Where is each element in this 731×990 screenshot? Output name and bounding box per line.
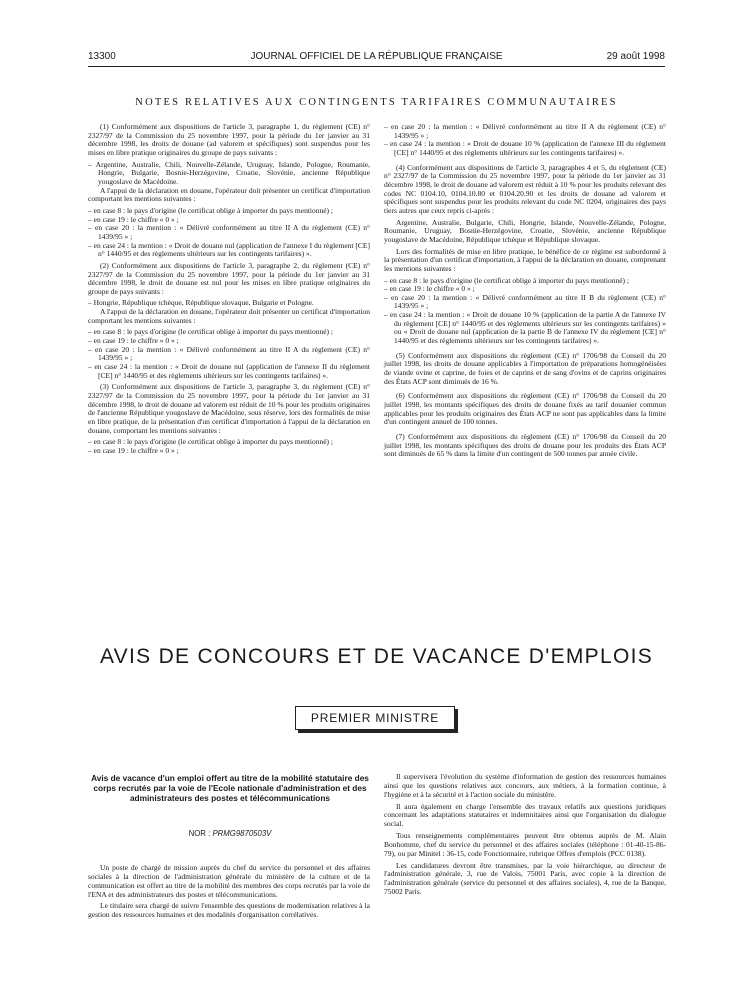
page-number: 13300 xyxy=(88,51,116,62)
section-banner-title: AVIS DE CONCOURS ET DE VACANCE D'EMPLOIS xyxy=(99,645,654,668)
note-list-item: – en case 19 : le chiffre « 0 » ; xyxy=(88,214,179,224)
notes-title: NOTES RELATIVES AUX CONTINGENTS TARIFAIRES COMMUNAUTAIRES xyxy=(135,97,618,108)
note-list-item: – en case 24 : la mention : « Droit de douane 10 % (application de la partie A de l'annexe IV du règlement [CE] n° 1440/95 et des règlements ultérieurs sur les contingents tarifaires) » ou « Droit de douane nul (application de la partie B de l'annexe IV du règlement [CE] n° 1440/95 et des règlements ultérieurs sur les contingents tarifaires) ». xyxy=(384,310,666,346)
note-paragraph: (4) Conformément aux dispositions de l'article 3, paragraphes 4 et 5, du règlement (CE) n° 2327/97 de la Commission du 25 novembre 1997, pour la période du 1er janvier au 31 décembre 1998, le droit de douane ad valorem est réduit à 10 % pour les produits relevant des codes NC 0104.10, 0104.10.80 et 0104.20.90 et les droits de douane ad valorem et spécifiques sont suspendus pour les produits relevant du code NC 0204, originaires des pays tiers autres que ceux repris ci-après : xyxy=(384,162,666,215)
note-list-item: – en case 24 : la mention : « Droit de douane nul (application de l'annexe I du règlement [CE] n° 1440/95 et des règlements ultérieurs sur les contingents tarifaires) ». xyxy=(88,240,370,259)
note-paragraph: A l'appui de la déclaration en douane, l'opérateur doit présenter un certificat d'importation comportant les mentions suivantes : xyxy=(88,185,370,204)
note-paragraph: Argentine, Australie, Bulgarie, Chili, Hongrie, Islande, Nouvelle-Zélande, Pologne, Roumanie, Uruguay, Bosnie-Herzégovine, Croatie, Slovénie, ancienne République yougoslave de Macédoine, République tchèque et République slovaque. xyxy=(384,217,666,244)
ministry-box: PREMIER MINISTRE xyxy=(295,706,455,730)
article-body-left xyxy=(88,864,370,923)
journal-title: JOURNAL OFFICIEL DE LA RÉPUBLIQUE FRANÇAISE xyxy=(250,51,503,62)
article-paragraph: Tous renseignements complémentaires peuvent être obtenus auprès de M. Alain Bonhomme, chef du service du personnel et des affaires sociales (téléphone : 01-40-15-86-79), ou par Minitel : 36-15, code Fonctionnaire, rubrique Offres d'emplois (PCC 0138). xyxy=(384,831,666,858)
note-list-item: – en case 20 : la mention : « Délivré conformément au titre II B du règlement (CE) n° 1439/95 » ; xyxy=(384,292,666,311)
note-paragraph: (2) Conformément aux dispositions de l'article 3, paragraphe 2, du règlement (CE) n° 2327/97 de la Commission du 25 novembre 1997, pour la période du 1er janvier au 31 décembre 1998, le droit de douane est nul pour les mises en libre pratique originaires du groupe de pays suivants : xyxy=(88,260,370,296)
notes-column-right xyxy=(384,123,666,462)
note-list-item: – en case 20 : la mention : « Délivré conformément au titre II A du règlement (CE) n° 1439/95 » ; xyxy=(384,122,666,140)
notes-column-left xyxy=(88,123,370,456)
note-paragraph: (5) Conformément aux dispositions du règlement (CE) n° 1706/98 du Conseil du 20 juillet 1998, les droits de douane applicables à l'importation de préparations homogénéisées de viande ovine et caprine, de foies et de caprins et de sang d'ovins et de caprins originaires des États ACP sont diminués de 16 %. xyxy=(384,350,666,386)
article-title: Avis de vacance d'un emploi offert au titre de la mobilité statutaire des corps recrutés par la voie de l'Ecole nationale d'administration et des administrateurs des postes et télécommunications xyxy=(91,773,369,804)
note-paragraph: A l'appui de la déclaration en douane, l'opérateur doit présenter un certificat d'importation comportant les mentions suivantes : xyxy=(88,307,370,325)
nor-label: NOR : xyxy=(188,829,211,838)
article-paragraph: Un poste de chargé de mission auprès du chef du service du personnel et des affaires sociales à la direction de l'administration générale du ministère de la culture et de la communication est offert au titre de la mobilité des membres des corps recrutés par la voie de l'ENA et des administrateurs des postes et télécommunications. xyxy=(88,863,370,899)
note-list-item: – en case 8 : le pays d'origine (le certificat oblige à importer du pays mentionné) ; xyxy=(88,437,334,447)
note-list-item: – en case 24 : la mention : « Droit de douane nul (application de l'annexe II du règlement [CE] n° 1440/95 et des règlements ultérieurs sur les contingents tarifaires) ». xyxy=(88,362,370,380)
note-list-item: – en case 19 : le chiffre « 0 » ; xyxy=(384,284,475,294)
article-paragraph: Le titulaire sera chargé de suivre l'ensemble des questions de modernisation relatives à la gestion des ressources humaines et des modalités d'organisation corrélatives. xyxy=(88,901,370,920)
note-list-item: – en case 20 : la mention : « Délivré conformément au titre II A du règlement (CE) n° 1439/95 » ; xyxy=(88,223,370,241)
note-list-item: – en case 20 : la mention : « Délivré conformément au titre II A du règlement (CE) n° 1439/95 » ; xyxy=(88,344,370,363)
note-list-item: – en case 24 : la mention : « Droit de douane 10 % (application de l'annexe III du règlement [CE] n° 1440/95 et des règlements ultérieurs sur les contingents tarifaires) ». xyxy=(384,139,666,157)
page-header xyxy=(88,50,665,67)
note-list-item: – Hongrie, République tchèque, République slovaque, Bulgarie et Pologne. xyxy=(88,298,314,308)
note-list-item: – Argentine, Australie, Chili, Nouvelle-Zélande, Uruguay, Islande, Pologne, Roumanie, Hongrie, Bulgarie, Bosnie-Herzégovine, Croatie, Slovénie, ancienne République yougoslave de Macédoine. xyxy=(88,159,370,186)
note-paragraph: Lors des formalités de mise en libre pratique, le bénéfice de ce régime est subordonné à la présentation d'un certificat d'importation, à l'appui de la déclaration en douane, comprenant les mentions suivantes : xyxy=(384,246,666,273)
nor-code: PRMG9870503V xyxy=(212,829,272,838)
note-list-item: – en case 8 : le pays d'origine (le certificat oblige à importer du pays mentionné) ; xyxy=(88,205,334,215)
article-paragraph: Les candidatures devront être transmises, par la voie hiérarchique, au directeur de l'administration générale, 3, rue de Valois, 75001 Paris, avec copie à la direction de l'administration générale (service du personnel et des affaires sociales), 4, rue de la Banque, 75002 Paris. xyxy=(384,860,666,897)
note-paragraph: (1) Conformément aux dispositions de l'article 3, paragraphe 1, du règlement (CE) n° 2327/97 de la Commission du 25 novembre 1997, pour la période du 1er janvier au 31 décembre 1998, les droits de douane (ad valorem et spécifiques) sont suspendus pour les mises en libre pratique originaires du groupe de pays suivants : xyxy=(88,122,370,157)
article-body-right xyxy=(384,773,666,900)
article-paragraph: Il supervisera l'évolution du système d'information de gestion des ressources humaines ainsi que les questions relatives aux concours, aux métiers, à la formation continue, à l'hygiène et à la sécurité et à l'action sociale du ministère. xyxy=(384,772,666,799)
note-paragraph: (3) Conformément aux dispositions de l'article 3, paragraphe 3, du règlement (CE) n° 2327/97 de la Commission du 25 novembre 1997, pour la période du 1er janvier au 31 décembre 1998, le droit de douane ad valorem est réduit de 10 % pour les produits originaires de l'ancienne République yougoslave de Macédoine, sous réserve, lors des formalités de mise en libre pratique, de la présentation d'un certificat d'importation à l'appui de la déclaration en douane, comportant les mentions suivantes : xyxy=(88,382,370,435)
note-list-item: – en case 19 : le chiffre « 0 » ; xyxy=(88,336,179,346)
note-list-item: – en case 8 : le pays d'origine (le certificat oblige à importer du pays mentionné) ; xyxy=(88,327,334,337)
issue-date: 29 août 1998 xyxy=(606,51,665,62)
article-paragraph: Il aura également en charge l'ensemble des travaux relatifs aux questions juridiques concernant les adaptations statutaires et indemnitaires ainsi que l'organisation du dialogue social. xyxy=(384,801,666,829)
note-paragraph: (7) Conformément aux dispositions du règlement (CE) n° 1706/98 du Conseil du 20 juillet 1998, les montants spécifiques des droits de douane pour les produits des États ACP sont diminués de 65 % dans la limite d'un contingent de 500 tonnes par année civile. xyxy=(384,432,666,459)
note-list-item: – en case 8 : le pays d'origine (le certificat oblige à importer du pays mentionné) ; xyxy=(384,275,630,285)
note-list-item: – en case 19 : le chiffre « 0 » ; xyxy=(88,445,179,455)
nor-reference xyxy=(88,829,372,838)
note-paragraph: (6) Conformément aux dispositions du règlement (CE) n° 1706/98 du Conseil du 20 juillet 1998, les montants spécifiques des droits de douane fixés au tarif douanier commun applicables pour les produits originaires des États ACP ne sont pas applicables dans la limite d'un contingent annuel de 100 tonnes. xyxy=(384,391,666,427)
